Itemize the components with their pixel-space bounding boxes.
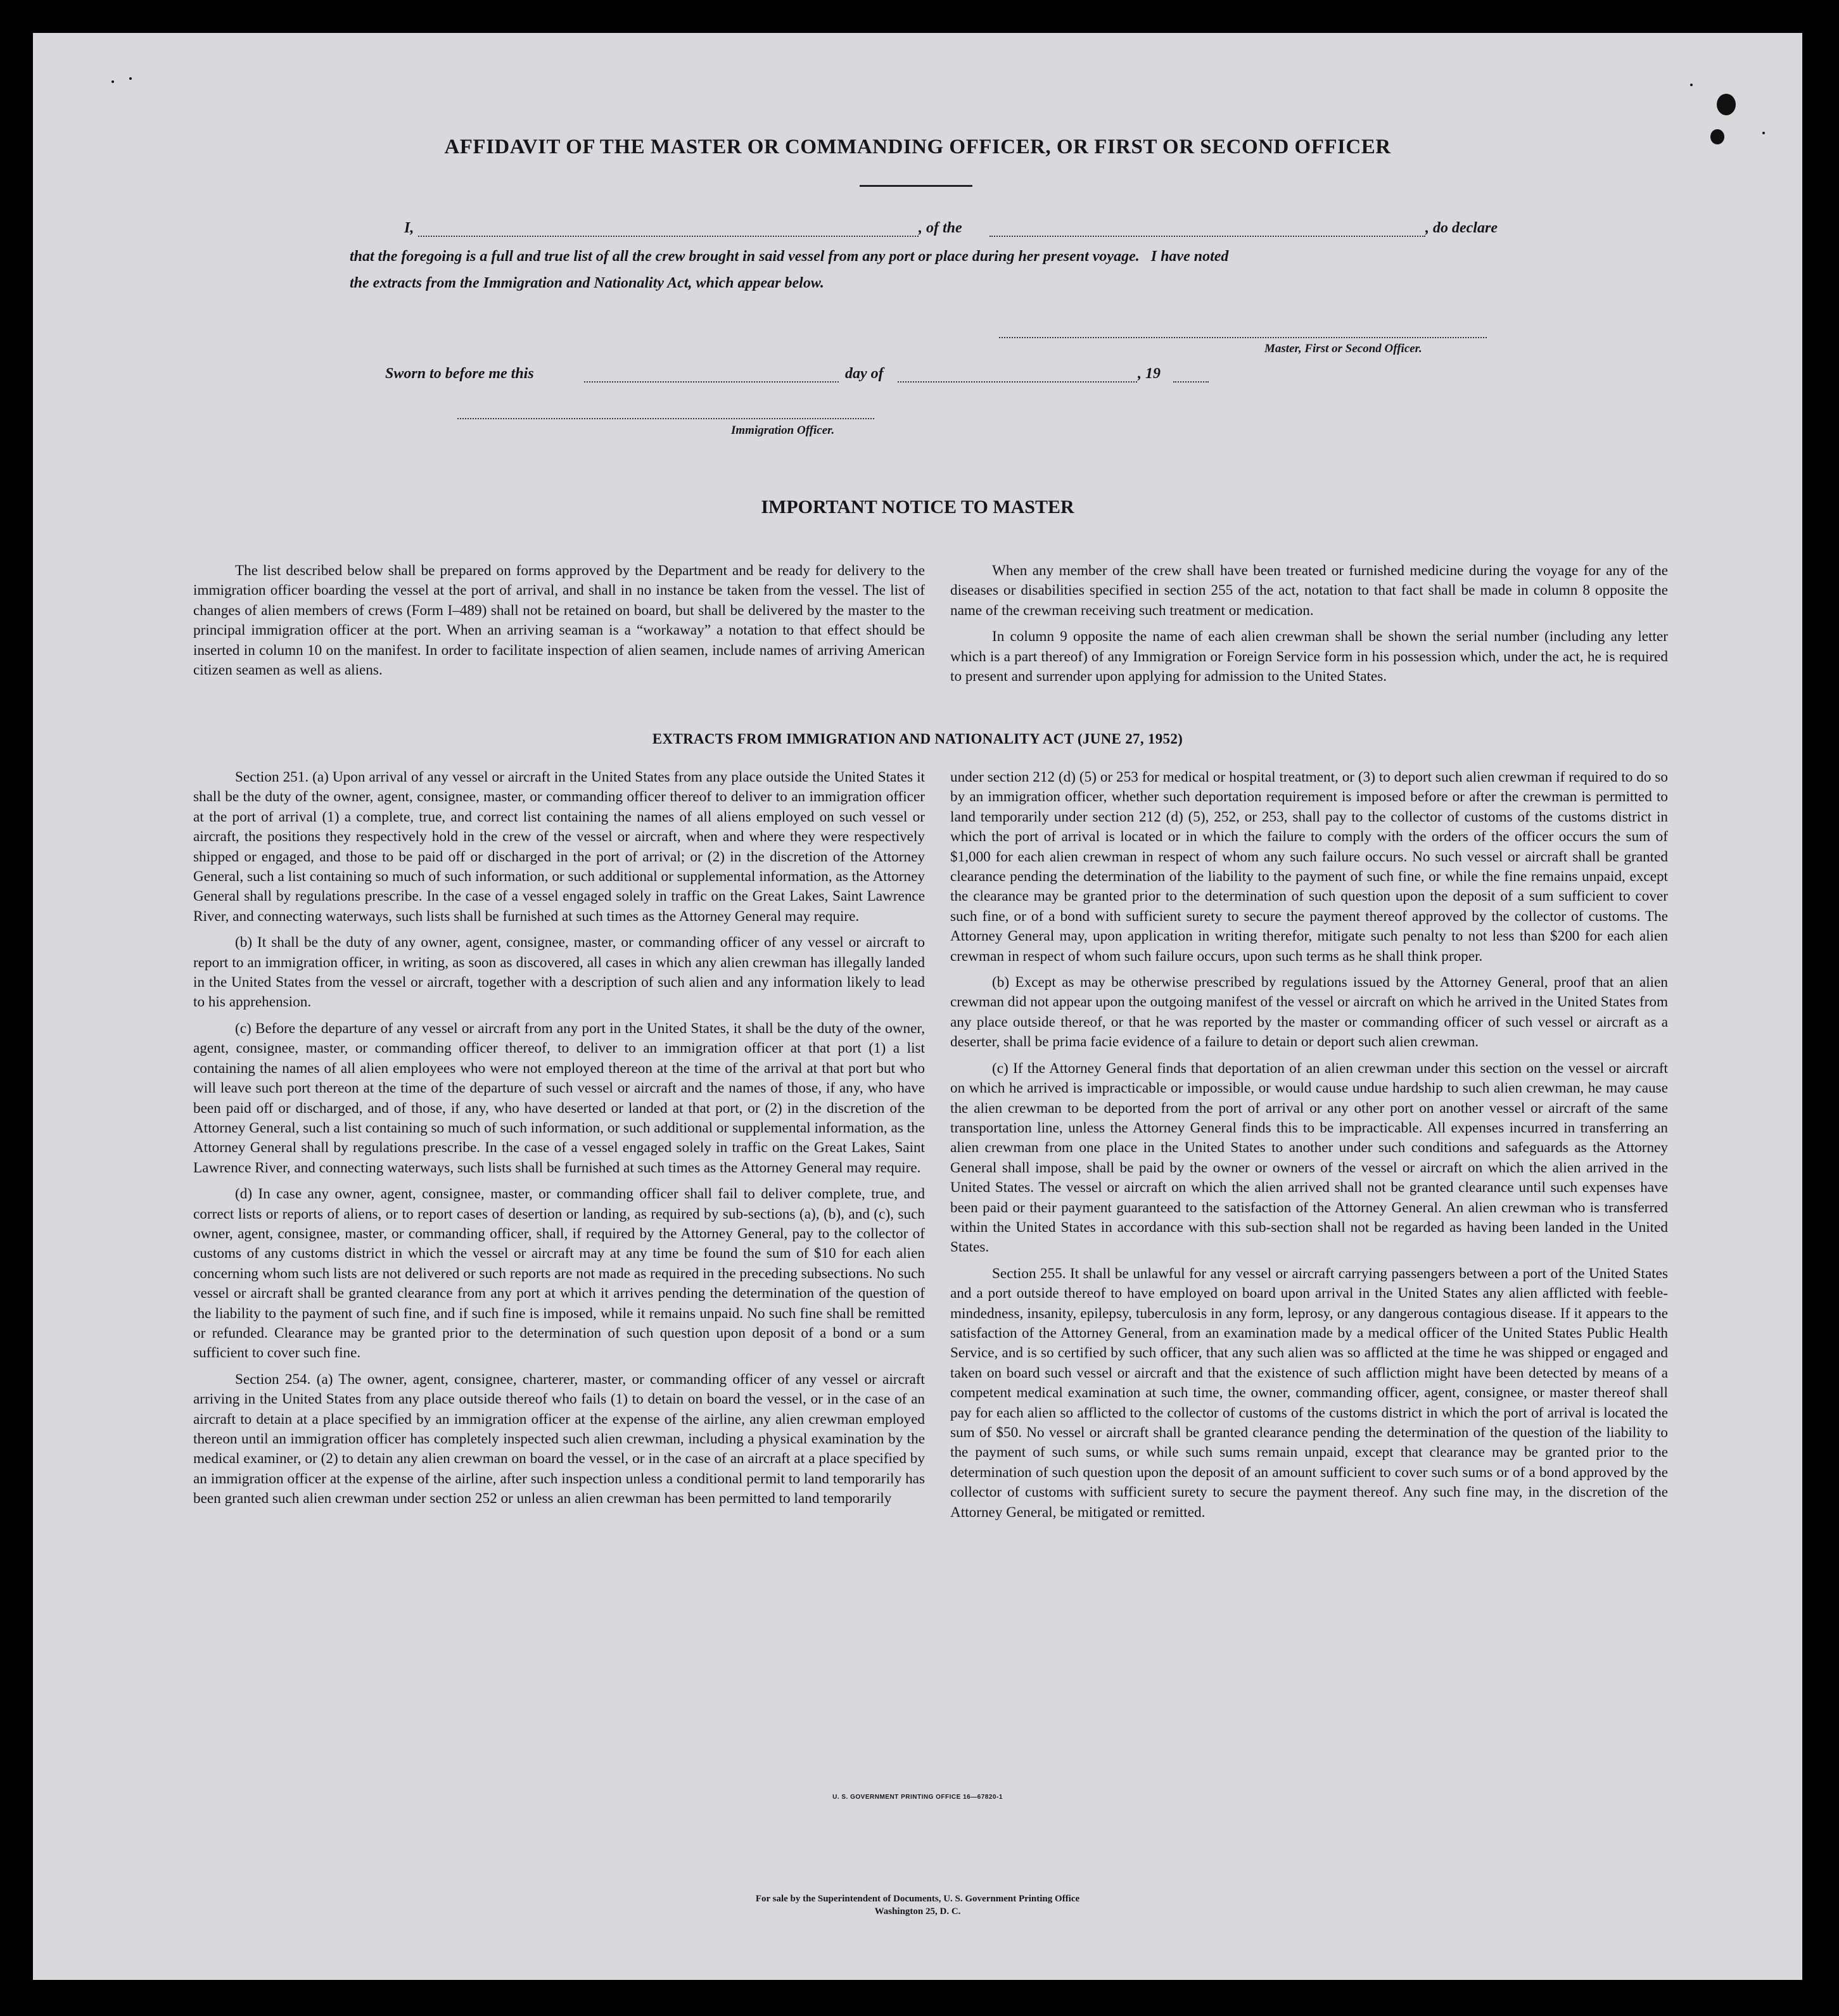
notice-left-column: [193, 561, 925, 687]
ink-blot: [1717, 94, 1736, 115]
section-255: Section 255. It shall be unlawful for any vessel or aircraft carrying passengers between a port of the United States and a port outside thereof to have employed on board upon arrival in the United States any alien afflicted with feeble-mindedness, insanity, epilepsy, tuberculosis in any form, leprosy, or any dangerous contagious disease. If it appears to the satisfaction of the Attorney General, from an examination made by a medical officer of the United States Public Health Service, and is so certified by such officer, that any such alien was so afflicted at the time he was shipped or engaged and taken on board such vessel or aircraft and that the existence of such affliction might have been detected by means of a competent medical examination at such time, the owner, commanding officer, agent, consignee, or master thereof shall pay for each alien so afflicted to the collector of customs of the customs district in which the port of arrival is located the sum of $50. No vessel or aircraft shall be granted clearance pending the determination of the question of the liability to the payment of such sums, or while such sums remain unpaid, except that clearance may be granted prior to the determination of such question upon the deposit of an amount sufficient to cover such sums or of a bond approved by the collector of customs with sufficient surety to secure the payment thereof. Any such fine may, in the discretion of the Attorney General, be mitigated or remitted.: [950, 1265, 1668, 1521]
notice-right-paragraph-1: When any member of the crew shall have been treated or furnished medicine during the voyage for any of the diseases or disabilities specified in section 255 of the act, notation to that fact shall be made in column 8 opposite the name of the crewman receiving such treatment or medication.: [950, 562, 1668, 619]
sworn-day-field[interactable]: [584, 381, 839, 383]
sale-line-1: For sale by the Superintendent of Documents, U. S. Government Printing Office: [755, 1894, 1080, 1904]
form-page: [33, 33, 1802, 1980]
extracts-right-column: [950, 768, 1668, 1529]
officer-signature-line[interactable]: [457, 418, 874, 419]
ink-speck: [129, 77, 132, 80]
do-declare-label: , do declare: [1425, 220, 1498, 236]
section-251-a: Section 251. (a) Upon arrival of any vessel or aircraft in the United States from any place outside the United States it shall be the duty of the owner, agent, consignee, master, or commanding officer thereof to deliver to an immigration officer at the port of arrival (1) a complete, true, and correct list containing the names of all aliens employed on such vessel or aircraft, the positions they respectively hold in the crew of the vessel or aircraft, when and where they were respectively shipped or engaged, and those to be paid off or discharged in the port of arrival; or (2) in the discretion of the Attorney General, such a list containing so much of such information, or such additional or supplemental information, as the Attorney General shall by regulations prescribe. In the case of a vessel engaged solely in traffic on the Great Lakes, Saint Lawrence River, and connecting waterways, such lists shall be furnished at such times as the Attorney General may require.: [193, 769, 925, 925]
sale-notice: [33, 1892, 1802, 1918]
notice-title: IMPORTANT NOTICE TO MASTER: [761, 497, 1074, 517]
day-of-label: day of: [845, 365, 884, 382]
master-signature-label: Master, First or Second Officer.: [1264, 342, 1422, 355]
notice-left-paragraph: The list described below shall be prepared on forms approved by the Department and be ready for delivery to the immigration officer boarding the vessel at the port of arrival, and shall in no instance be taken from the vessel. The list of changes of alien members of crews (Form I–489) shall not be retained on board, but shall be delivered by the master to the principal immigration officer at the port. When an arriving seaman is a “workaway” a notation to that effect should be inserted in column 10 on the manifest. In order to facilitate inspection of alien seamen, include names of arriving American citizen seamen as well as aliens.: [193, 562, 925, 679]
section-254-c: (c) If the Attorney General finds that deportation of an alien crewman under this section on the vessel or aircraft on which he arrived is impracticable or impossible, or would cause undue hardship to such alien crewman, he may cause the alien crewman to be deported from the port of arrival or any other port on another vessel or aircraft of the same transportation line, unless the Attorney General finds this to be impracticable. All expenses incurred in transferring an alien crewman from one place in the United States to another under such conditions and safeguards as the Attorney General shall impose, shall be paid by the owner or owners of the vessel or aircraft on which the alien arrived in the United States. The vessel or aircraft on which the alien arrived shall not be granted clearance until such expenses have been paid or their payment guaranteed to the satisfaction of the Attorney General. An alien crewman who is transferred within the United States in accordance with this sub-section shall not be regarded as having been landed in the United States.: [950, 1060, 1668, 1256]
declarant-name-field[interactable]: [418, 236, 919, 237]
ink-speck: [1690, 84, 1693, 86]
section-251-c: (c) Before the departure of any vessel or aircraft from any port in the United States, it shall be the duty of the owner, agent, consignee, master, or commanding officer thereof, to deliver to an immigration officer at that port (1) a list containing the names of all alien employees who were not employed thereon at the time of the arrival at that port but who will leave such port thereon at the time of the departure of such vessel or aircraft and the names of those, if any, who have been paid off or discharged, and of those, if any, who have deserted or landed at that port, or (2) in the discretion of the Attorney General, such a list containing so much of such information, or such additional or supplemental information, as the Attorney General shall by regulations prescribe. In the case of a vessel engaged solely in traffic on the Great Lakes, Saint Lawrence River, and connecting waterways, such lists shall be furnished at such times as the Attorney General may require.: [193, 1020, 925, 1176]
affidavit-title: AFFIDAVIT OF THE MASTER OR COMMANDING OFFICER, OR FIRST OR SECOND OFFICER: [444, 136, 1391, 158]
sworn-year-field[interactable]: [1173, 381, 1209, 383]
section-254-a-continued: under section 212 (d) (5) or 253 for medical or hospital treatment, or (3) to deport such alien crewman if required to do so by an immigration officer, whether such deportation requirement is imposed before or after the crewman is permitted to land temporarily under section 212 (d) (5), 252, or 253, shall pay to the collector of customs of the customs district in which the port of arrival is located or in which the failure to comply with the orders of the officer occurs the sum of $1,000 for each alien crewman in respect of whom any such failure occurs. No such vessel or aircraft shall be granted clearance pending the determination of the liability to the payment of such fine, or while the fine remains unpaid, except the clearance may be granted prior to the determination of such question upon the deposit of a sum sufficient to cover such fine, or of a bond with sufficient surety to secure the payment thereof approved by the collector of customs. The Attorney General may, upon application in writing therefor, mitigate such penalty to not less than $200 for each alien crewman in respect of whom such failure occurs, upon such terms as he shall think proper.: [950, 769, 1668, 965]
master-signature-line[interactable]: [999, 337, 1487, 338]
printing-office-imprint: U. S. GOVERNMENT PRINTING OFFICE 16—67820-1: [832, 1794, 1003, 1801]
section-251-d: (d) In case any owner, agent, consignee, master, or commanding officer shall fail to deliver complete, true, and correct lists or reports of aliens, or to report cases of desertion or landing, as required by sub-sections (a), (b), and (c), such owner, agent, consignee, master, or commanding officer, shall, if required by the Attorney General, pay to the collector of customs of any customs district in which the vessel or aircraft may at any time be found the sum of $10 for each alien concerning whom such lists are not delivered or such reports are not made as required in the preceding subsections. No such vessel or aircraft shall be granted clearance from any port at which it arrives pending the determination of the question of the liability to the payment of such fine, and if such fine is imposed, while it remains unpaid. No such fine shall be remitted or refunded. Clearance may be granted prior to the determination of such question upon deposit of a bond or a sum sufficient to cover such fine.: [193, 1186, 925, 1362]
sale-line-2: Washington 25, D. C.: [874, 1906, 961, 1917]
section-251-b: (b) It shall be the duty of any owner, agent, consignee, master, or commanding officer of any vessel or aircraft to report to an immigration officer, in writing, as soon as discovered, all cases in which any alien crewman has illegally landed in the United States from the vessel or aircraft, together with a description of such alien and any information likely to lead to his apprehension.: [193, 934, 925, 1011]
of-the-label: , of the: [919, 220, 962, 236]
year-label: , 19: [1138, 365, 1161, 382]
extracts-left-column: [193, 768, 925, 1516]
declaration-line-3: the extracts from the Immigration and Nationality Act, which appear below.: [350, 275, 824, 291]
extracts-title: EXTRACTS FROM IMMIGRATION AND NATIONALITY ACT (JUNE 27, 1952): [652, 731, 1183, 747]
sworn-month-field[interactable]: [898, 381, 1137, 383]
vessel-name-field[interactable]: [989, 236, 1425, 237]
ink-speck: [111, 80, 114, 83]
ink-blot: [1710, 129, 1724, 144]
section-254-b: (b) Except as may be otherwise prescribed by regulations issued by the Attorney General, proof that an alien crewman did not appear upon the outgoing manifest of the vessel or aircraft on which he arrived in the United States from any place outside thereof, or that he was reported by the master or commanding officer of such vessel or aircraft as a deserter, shall be prima facie evidence of a failure to detain or deport such alien crewman.: [950, 974, 1668, 1051]
section-254-a: Section 254. (a) The owner, agent, consignee, charterer, master, or commanding officer of any vessel or aircraft arriving in the United States from any place outside thereof who fails (1) to detain on board the vessel, or in the case of an aircraft to detain at a place specified by an immigration officer at the expense of the airline, any alien crewman employed thereon until an immigration officer has completely inspected such alien crewman, including a physical examination by the medical examiner, or (2) to detain any alien crewman on board the vessel, or in the case of an aircraft at a place specified by an immigration officer at the expense of the airline, after such inspection unless a conditional permit to land temporarily has been granted such alien crewman under section 252 or unless an alien crewman has been permitted to land temporarily: [193, 1371, 925, 1507]
title-rule: [860, 185, 972, 187]
declaration-line-2: that the foregoing is a full and true list of all the crew brought in said vessel from any port or place during her present voyage. I have noted: [350, 248, 1229, 265]
declarant-label: I,: [404, 220, 414, 236]
sworn-label: Sworn to before me this: [385, 365, 534, 382]
notice-right-column: [950, 561, 1668, 693]
notice-right-paragraph-2: In column 9 opposite the name of each alien crewman shall be shown the serial number (including any letter which is a part thereof) of any Immigration or Foreign Service form in his possession which, under the act, he is required to present and surrender upon applying for admission to the United States.: [950, 628, 1668, 685]
ink-speck: [1762, 132, 1765, 134]
officer-signature-label: Immigration Officer.: [731, 424, 835, 437]
